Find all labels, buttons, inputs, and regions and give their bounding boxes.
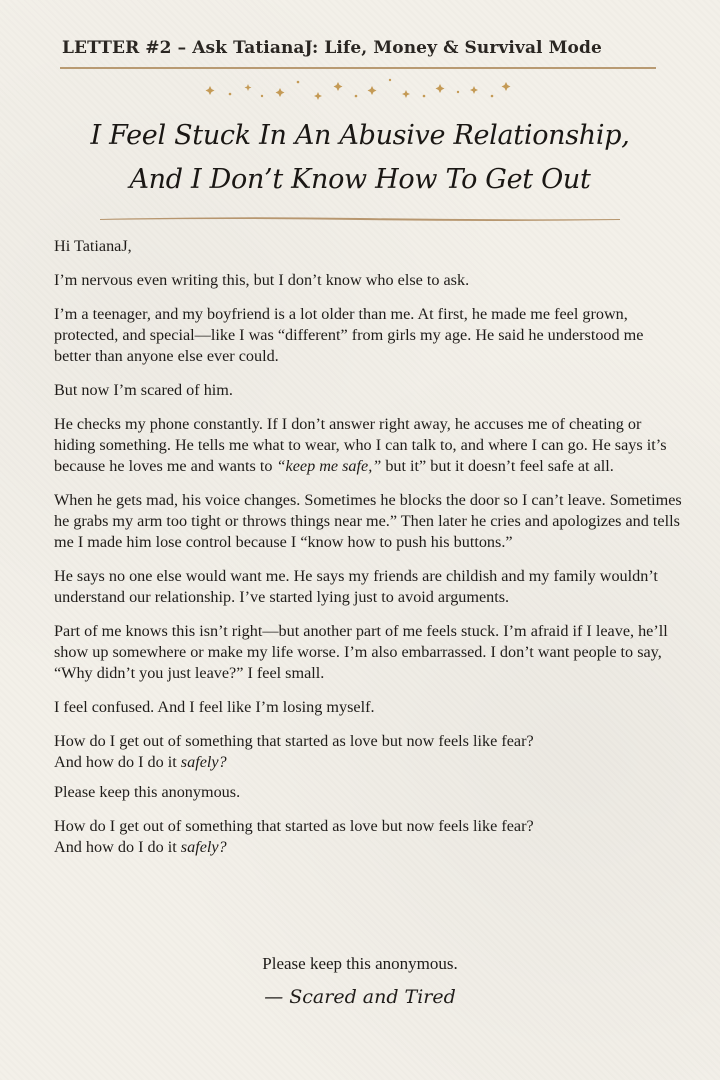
signature: — Scared and Tired: [264, 986, 456, 1008]
sparkle-ornament-icon: [200, 76, 520, 104]
header-divider: [60, 67, 656, 69]
letter-paragraph: I’m nervous even writing this, but I don’t know who else to ask.: [54, 271, 470, 289]
question-line: How do I get out of something that started as love but now feels like fear?: [54, 817, 534, 835]
letter-header: LETTER #2 – Ask TatianaJ: Life, Money & Survival Mode: [62, 38, 602, 58]
letter-paragraph: I’m a teenager, and my boyfriend is a lot older than me. At first, he made me feel grown, protected, and special—like I was “different” from girls my age. He said he understood me better than anyone else ever could.: [54, 305, 644, 365]
emphasis-text: “keep me safe,”: [276, 457, 382, 475]
question-line: How do I get out of something that started as love but now feels like fear?: [54, 732, 534, 750]
letter-paragraph: When he gets mad, his voice changes. Sometimes he blocks the door so I can’t leave. Sometimes he grabs my arm too tight or throws things near me.” Then later he cries and apologizes and tells me I made him lose control because I “know how to push his buttons.”: [54, 491, 682, 551]
letter-paragraph: He says no one else would want me. He says my friends are childish and my family wouldn’t understand our relationship. I’ve started lying just to avoid arguments.: [54, 567, 658, 606]
letter-paragraph: [54, 731, 682, 773]
paragraph-text: And how do I do it: [54, 753, 181, 771]
letter-body: [54, 236, 682, 871]
letter-paragraph: Part of me knows this isn’t right—but another part of me feels stuck. I’m afraid if I leave, he’ll show up somewhere or make my life worse. I’m also embarrassed. I don’t want people to say, “Why didn’t you just leave?” I feel small.: [54, 622, 668, 682]
letter-paragraph: But now I’m scared of him.: [54, 381, 233, 399]
letter-paragraph: Please keep this anonymous.: [54, 783, 241, 801]
emphasis-text: safely?: [180, 838, 227, 856]
letter-paragraph: [54, 816, 682, 858]
title-line-1: I Feel Stuck In An Abusive Relationship,: [90, 120, 630, 151]
closing-line: Please keep this anonymous.: [262, 954, 458, 973]
paragraph-text: And how do I do it: [54, 838, 181, 856]
letter-title: [60, 114, 660, 202]
title-line-2: And I Don’t Know How To Get Out: [129, 164, 591, 195]
emphasis-text: safely?: [180, 753, 227, 771]
paragraph-text: but it” but it doesn’t feel safe at all.: [381, 457, 614, 475]
paragraph-text: He checks my phone constantly. If I don’t answer right away, he accuses me of cheating or hiding something. He tells me what to wear, who I can talk to, and where I can go. He says it’s because he loves me and wants to: [54, 415, 667, 475]
letter-paragraph: I feel confused. And I feel like I’m losing myself.: [54, 698, 375, 716]
letter-greeting: Hi TatianaJ,: [54, 237, 132, 255]
brush-stroke-divider: [100, 214, 620, 224]
letter-paragraph: [54, 414, 682, 477]
